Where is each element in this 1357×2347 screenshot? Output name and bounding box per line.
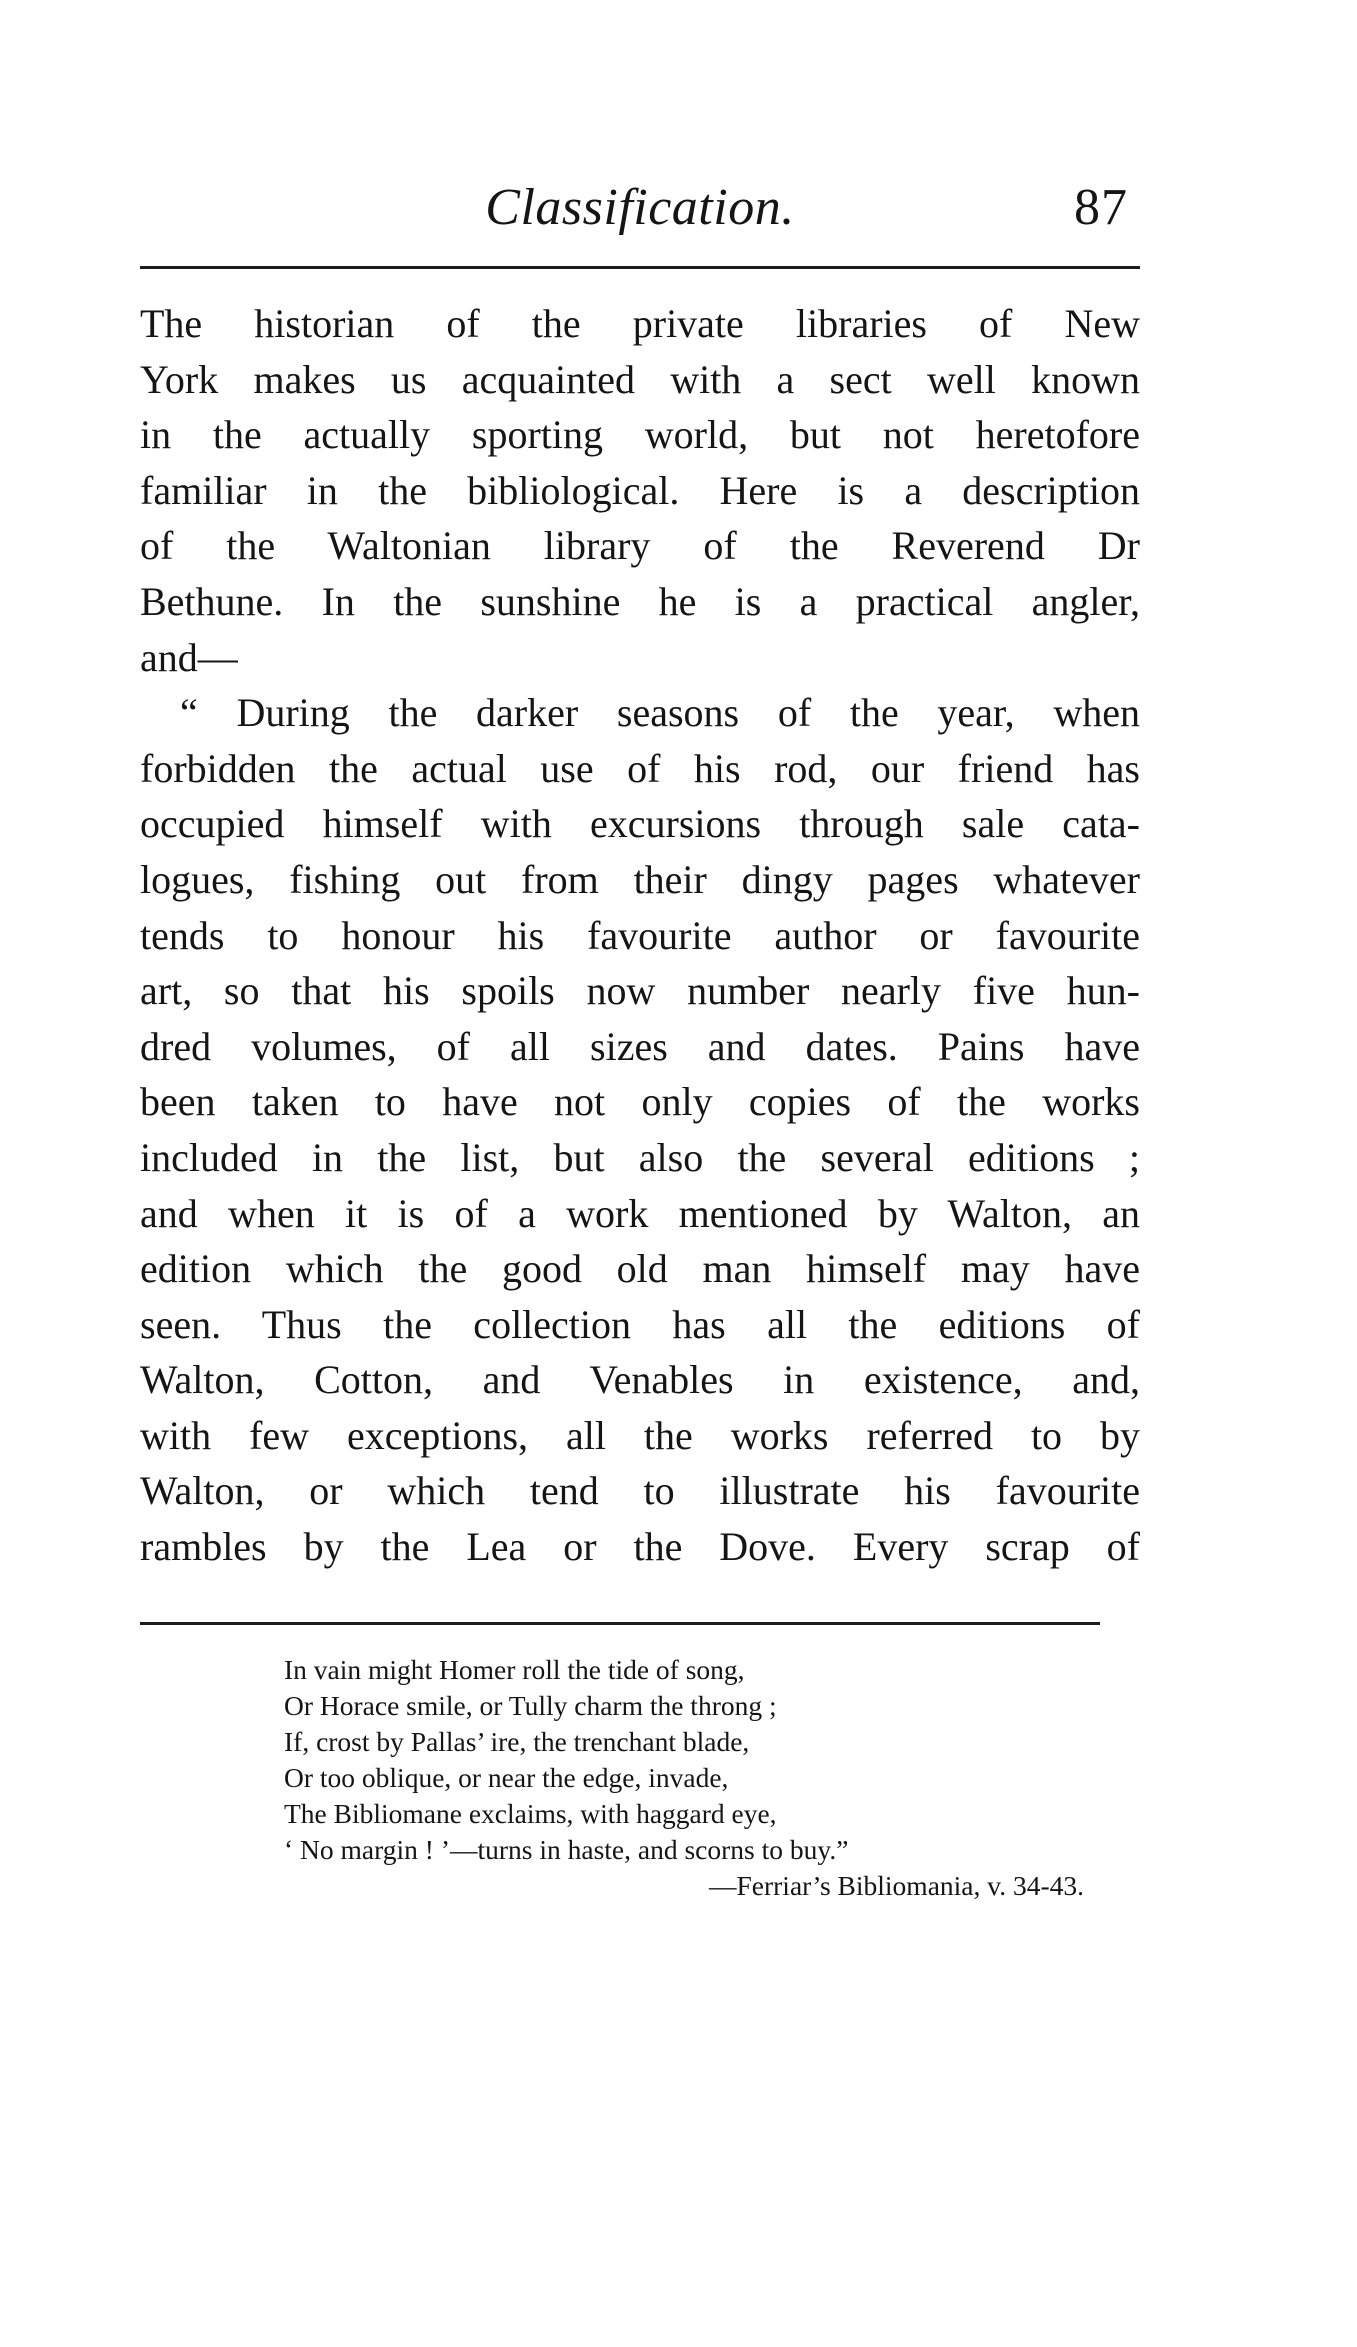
- body-line: Walton, Cotton, and Venables in existence, and,: [140, 1357, 1140, 1403]
- body-line: and—: [140, 634, 238, 680]
- body-line: tends to honour his favourite author or favourite: [140, 912, 1140, 958]
- footnote-line: In vain might Homer roll the tide of song,: [284, 1654, 745, 1685]
- body-line: and when it is of a work mentioned by Walton, an: [140, 1190, 1140, 1236]
- header-rule: [140, 266, 1140, 269]
- body-line: rambles by the Lea or the Dove. Every scrap of: [140, 1524, 1140, 1570]
- body-line: included in the list, but also the several editions ;: [140, 1134, 1140, 1180]
- body-text: [140, 296, 1140, 1575]
- running-title: Classification.: [485, 179, 795, 236]
- footnote-rule: [140, 1622, 1100, 1625]
- body-line: The historian of the private libraries of New: [140, 301, 1140, 346]
- body-line: art, so that his spoils now number nearly five hun-: [140, 968, 1140, 1014]
- body-line: Bethune. In the sunshine he is a practical angler,: [140, 578, 1140, 624]
- body-line: dred volumes, of all sizes and dates. Pains have: [140, 1023, 1140, 1069]
- body-line: familiar in the bibliological. Here is a description: [140, 467, 1140, 513]
- body-line: York makes us acquainted with a sect well known: [140, 356, 1140, 402]
- body-line: forbidden the actual use of his rod, our friend has: [140, 745, 1140, 791]
- body-line: in the actually sporting world, but not heretofore: [140, 412, 1140, 458]
- body-line: with few exceptions, all the works referred to by: [140, 1412, 1140, 1458]
- body-line: logues, fishing out from their dingy pages whatever: [140, 856, 1140, 902]
- footnote-verse: [284, 1652, 1084, 1904]
- body-line: edition which the good old man himself may have: [140, 1246, 1140, 1292]
- page-number: 87: [1074, 179, 1128, 236]
- body-line: seen. Thus the collection has all the editions of: [140, 1301, 1140, 1347]
- body-line: been taken to have not only copies of the works: [140, 1079, 1140, 1125]
- body-line: occupied himself with excursions through sale cata-: [140, 801, 1140, 847]
- footnote-attribution: —Ferriar’s Bibliomania, v. 34-43.: [708, 1870, 1084, 1901]
- footnote-line: Or Horace smile, or Tully charm the throng ;: [284, 1690, 777, 1721]
- footnote-line: If, crost by Pallas’ ire, the trenchant blade,: [284, 1726, 750, 1757]
- body-line: Walton, or which tend to illustrate his favourite: [140, 1468, 1140, 1514]
- body-line: of the Waltonian library of the Reverend Dr: [140, 523, 1140, 569]
- footnote-line: The Bibliomane exclaims, with haggard eye,: [284, 1798, 777, 1829]
- footnote-line: Or too oblique, or near the edge, invade,: [284, 1762, 729, 1793]
- body-line: “ During the darker seasons of the year, when: [180, 690, 1140, 736]
- footnote-line: ‘ No margin ! ’—turns in haste, and scorns to buy.”: [284, 1834, 849, 1865]
- running-head: [140, 176, 1140, 246]
